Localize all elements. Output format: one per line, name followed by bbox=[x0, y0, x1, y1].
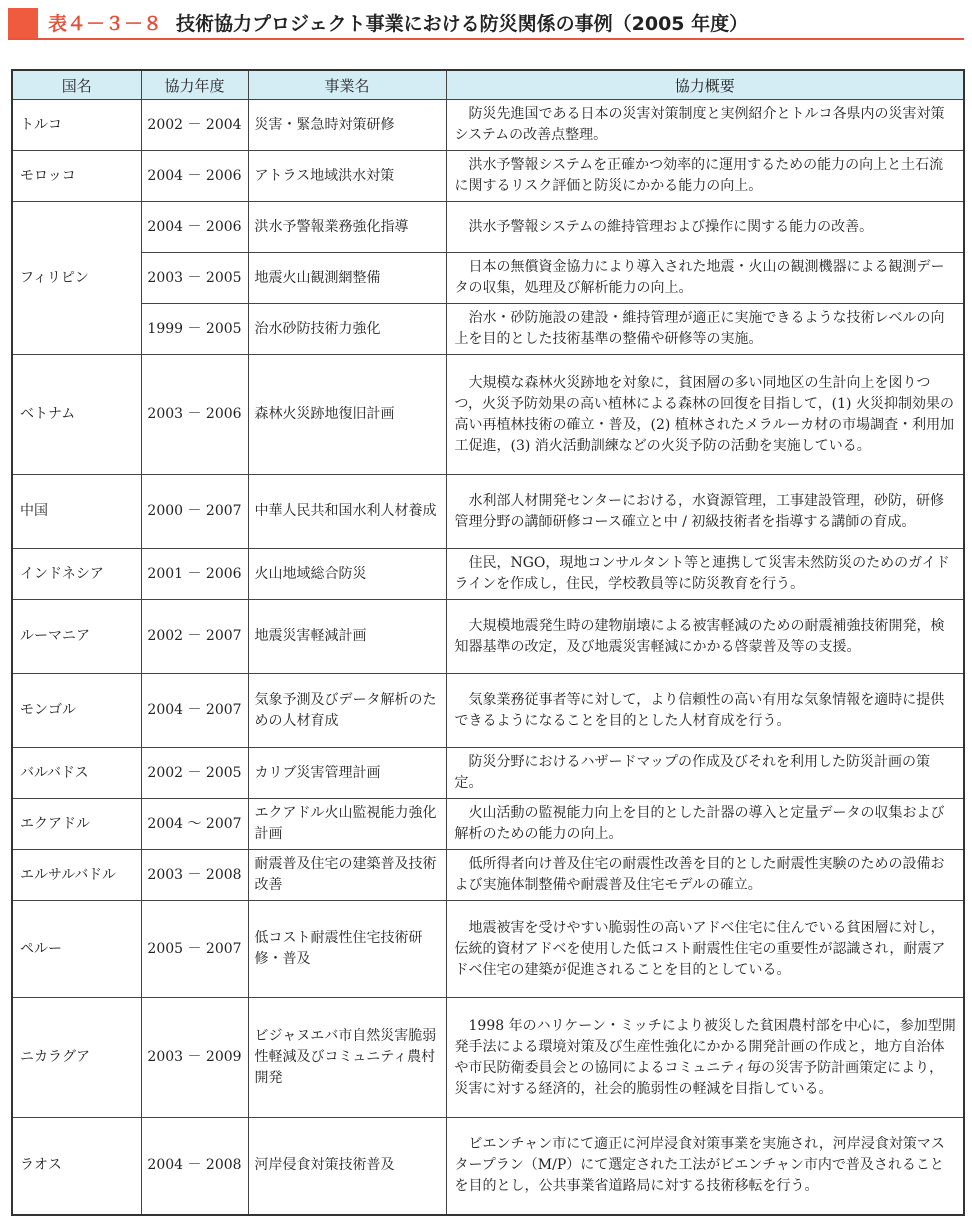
cell-country: ペルー bbox=[12, 901, 141, 998]
cell-country: 中国 bbox=[12, 475, 141, 549]
cell-project: 火山地域総合防災 bbox=[248, 549, 446, 600]
header-summary: 協力概要 bbox=[446, 70, 964, 100]
table-number: 表４－３－８ bbox=[48, 13, 163, 35]
cell-summary: 水利部人材開発センターにおける，水資源管理，工事建設管理，砂防，研修管理分野の講師研修コース確立と中 / 初級技術者を指導する講師の育成。 bbox=[446, 475, 964, 549]
cell-summary: ビエンチャン市にて適正に河岸浸食対策事業を実施され，河岸浸食対策マスタープラン（M/P）にて選定された工法がビエンチャン市内で普及されることを目的とし，公共事業省道路局に対する技術移転を行う。 bbox=[446, 1118, 964, 1215]
cell-years: 2004 － 2007 bbox=[141, 674, 248, 748]
table-row bbox=[12, 748, 964, 799]
cell-years: 2004 － 2006 bbox=[141, 151, 248, 202]
cell-country: エクアドル bbox=[12, 799, 141, 850]
cell-summary: 地震被害を受けやすい脆弱性の高いアドベ住宅に住んでいる貧困層に対し，伝統的資材アドベを使用した低コスト耐震性住宅の重要性が認識され，耐震アドベ住宅の建築が促進されることを目的としている。 bbox=[446, 901, 964, 998]
table-body bbox=[12, 100, 964, 1215]
cell-years: 2001 － 2006 bbox=[141, 549, 248, 600]
title-bar bbox=[8, 8, 964, 40]
table-row bbox=[12, 202, 964, 253]
cell-years: 2003 － 2009 bbox=[141, 998, 248, 1118]
cell-years: 2004 － 2006 bbox=[141, 202, 248, 253]
table-row bbox=[12, 304, 964, 355]
table-row bbox=[12, 998, 964, 1118]
header-project: 事業名 bbox=[248, 70, 446, 100]
cell-summary: 大規模な森林火災跡地を対象に，貧困層の多い同地区の生計向上を図りつつ，火災予防効果の高い植林による森林の回復を目指して，(1) 火災抑制効果の高い再植林技術の確立・普及，(2) 植林されたメラルーカ材の市場調査・利用加工促進，(3) 消火活動訓練などの火災予防の活動を実施している。 bbox=[446, 355, 964, 475]
cell-summary: 日本の無償資金協力により導入された地震・火山の観測機器による観測データの収集，処理及び解析能力の向上。 bbox=[446, 253, 964, 304]
cell-summary: 1998 年のハリケーン・ミッチにより被災した貧困農村部を中心に，参加型開発手法による環境対策及び生産性強化にかかる開発計画の作成と，地方自治体や市民防衛委員会との協同によるコミュニティ毎の災害予防計画策定により，災害に対する経済的，社会的脆弱性の軽減を目指している。 bbox=[446, 998, 964, 1118]
table-title bbox=[48, 10, 748, 38]
header-country: 国名 bbox=[12, 70, 141, 100]
cell-years: 2000 － 2007 bbox=[141, 475, 248, 549]
cell-project: 洪水予警報業務強化指導 bbox=[248, 202, 446, 253]
table-row bbox=[12, 549, 964, 600]
cell-years: 2002 － 2007 bbox=[141, 600, 248, 674]
cell-summary: 防災分野におけるハザードマップの作成及びそれを利用した防災計画の策定。 bbox=[446, 748, 964, 799]
cell-summary: 洪水予警報システムを正確かつ効率的に運用するための能力の向上と土石流に関するリスク評価と防災にかかる能力の向上。 bbox=[446, 151, 964, 202]
cell-country: トルコ bbox=[12, 100, 141, 151]
table-row bbox=[12, 475, 964, 549]
cell-summary: 防災先進国である日本の災害対策制度と実例紹介とトルコ各県内の災害対策システムの改善点整理。 bbox=[446, 100, 964, 151]
cell-project: ビジャヌエバ市自然災害脆弱性軽減及びコミュニティ農村開発 bbox=[248, 998, 446, 1118]
table-row bbox=[12, 799, 964, 850]
header-years: 協力年度 bbox=[141, 70, 248, 100]
cell-summary: 治水・砂防施設の建設・維持管理が適正に実施できるような技術レベルの向上を目的とした技術基準の整備や研修等の実施。 bbox=[446, 304, 964, 355]
cell-country: ルーマニア bbox=[12, 600, 141, 674]
cell-project: 地震火山観測網整備 bbox=[248, 253, 446, 304]
table-row bbox=[12, 850, 964, 901]
cell-project: 気象予測及びデータ解析のための人材育成 bbox=[248, 674, 446, 748]
cell-country: ラオス bbox=[12, 1118, 141, 1215]
cell-project: 中華人民共和国水利人材養成 bbox=[248, 475, 446, 549]
cell-project: 地震災害軽減計画 bbox=[248, 600, 446, 674]
cell-years: 2004 － 2008 bbox=[141, 1118, 248, 1215]
cell-years: 2003 － 2005 bbox=[141, 253, 248, 304]
table-row bbox=[12, 1118, 964, 1215]
cell-project: 低コスト耐震性住宅技術研修・普及 bbox=[248, 901, 446, 998]
cell-years: 2003 － 2006 bbox=[141, 355, 248, 475]
table-row bbox=[12, 100, 964, 151]
table-row bbox=[12, 253, 964, 304]
cell-country: モロッコ bbox=[12, 151, 141, 202]
table-row bbox=[12, 355, 964, 475]
cell-summary: 火山活動の監視能力向上を目的とした計器の導入と定量データの収集および解析のための能力の向上。 bbox=[446, 799, 964, 850]
cell-project: 森林火災跡地復旧計画 bbox=[248, 355, 446, 475]
cell-project: カリブ災害管理計画 bbox=[248, 748, 446, 799]
cell-years: 2002 － 2005 bbox=[141, 748, 248, 799]
cell-years: 2004 ～ 2007 bbox=[141, 799, 248, 850]
cell-project: エクアドル火山監視能力強化計画 bbox=[248, 799, 446, 850]
cell-project: 災害・緊急時対策研修 bbox=[248, 100, 446, 151]
disaster-prevention-table bbox=[11, 69, 965, 1216]
cell-country: バルバドス bbox=[12, 748, 141, 799]
cell-years: 2002 － 2004 bbox=[141, 100, 248, 151]
cell-project: 河岸侵食対策技術普及 bbox=[248, 1118, 446, 1215]
table-row bbox=[12, 600, 964, 674]
table-row bbox=[12, 901, 964, 998]
cell-country: モンゴル bbox=[12, 674, 141, 748]
cell-years: 1999 － 2005 bbox=[141, 304, 248, 355]
cell-summary: 住民，NGO，現地コンサルタント等と連携して災害未然防災のためのガイドラインを作成し，住民，学校教員等に防災教育を行う。 bbox=[446, 549, 964, 600]
title-marker bbox=[8, 8, 38, 38]
cell-country: ニカラグア bbox=[12, 998, 141, 1118]
cell-project: アトラス地域洪水対策 bbox=[248, 151, 446, 202]
cell-country: エルサルバドル bbox=[12, 850, 141, 901]
table-title-text: 技術協力プロジェクト事業における防災関係の事例（2005 年度） bbox=[176, 13, 749, 35]
cell-country: インドネシア bbox=[12, 549, 141, 600]
cell-years: 2005 － 2007 bbox=[141, 901, 248, 998]
cell-project: 治水砂防技術力強化 bbox=[248, 304, 446, 355]
cell-summary: 気象業務従事者等に対して，より信頼性の高い有用な気象情報を適時に提供できるようになることを目的とした人材育成を行う。 bbox=[446, 674, 964, 748]
cell-country: フィリピン bbox=[12, 202, 141, 355]
table-row bbox=[12, 151, 964, 202]
cell-years: 2003 － 2008 bbox=[141, 850, 248, 901]
cell-summary: 大規模地震発生時の建物崩壊による被害軽減のための耐震補強技術開発，検知器基準の改定，及び地震災害軽減にかかる啓蒙普及等の支援。 bbox=[446, 600, 964, 674]
table-row bbox=[12, 674, 964, 748]
header-row bbox=[12, 70, 964, 100]
cell-country: ベトナム bbox=[12, 355, 141, 475]
cell-summary: 低所得者向け普及住宅の耐震性改善を目的とした耐震性実験のための設備および実施体制整備や耐震普及住宅モデルの確立。 bbox=[446, 850, 964, 901]
cell-project: 耐震普及住宅の建築普及技術改善 bbox=[248, 850, 446, 901]
cell-summary: 洪水予警報システムの維持管理および操作に関する能力の改善。 bbox=[446, 202, 964, 253]
